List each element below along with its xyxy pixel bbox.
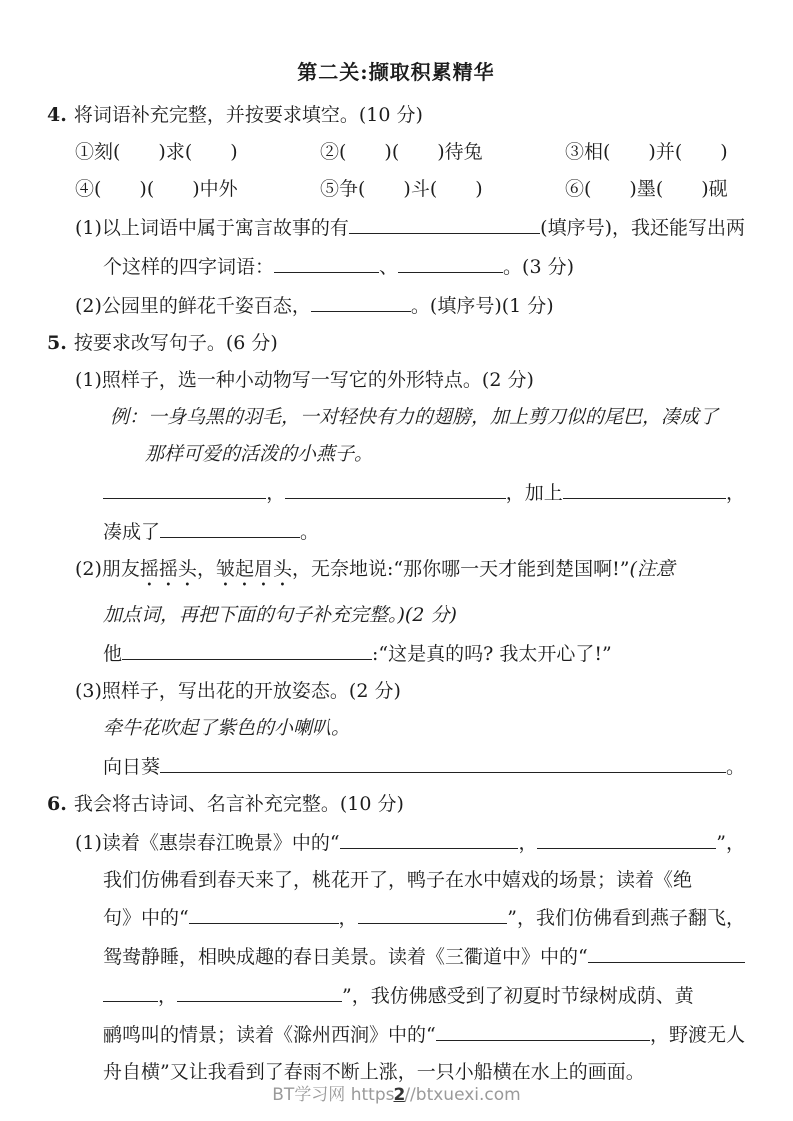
q5-sub2-answer-line	[47, 640, 745, 667]
q5-example-line-2	[47, 442, 745, 467]
q4-sub1-text: (1)以上词语中属于寓言故事的有	[75, 216, 349, 239]
blank-line	[537, 829, 716, 849]
blank-line	[189, 905, 339, 925]
period: 。	[725, 755, 745, 778]
blank-line	[349, 214, 540, 234]
question-6-line-1	[47, 829, 745, 856]
q5-sub3-answer-line	[47, 753, 745, 780]
blank-line	[103, 479, 266, 499]
question-6-line-5	[47, 982, 745, 1009]
blank-line	[103, 982, 158, 1002]
word-item-4: ④( )( )中外	[75, 178, 238, 200]
q6-line7-text: 舟自横”又让我看到了春雨不断上涨，一只小船横在水上的画面。	[103, 1061, 645, 1084]
emphasized-word-2: 皱起眉头	[215, 557, 292, 580]
question-6-line-2	[47, 868, 745, 893]
blank-line	[285, 479, 505, 499]
word-item-6: ⑥( )墨( )砚	[565, 178, 728, 200]
comma: ，	[158, 985, 178, 1008]
question-5-sub-3-heading	[47, 679, 745, 704]
q5-sub3-example-text: 牵牛花吹起了紫色的小喇叭。	[103, 716, 351, 739]
enum-comma: 、	[379, 255, 399, 278]
q5-sub2-answer-quote: :“这是真的吗? 我太开心了!”	[372, 642, 612, 665]
blank-line	[436, 1021, 650, 1041]
blank-line	[358, 905, 508, 925]
blank-line	[588, 943, 745, 963]
question-6-line-6	[47, 1021, 745, 1048]
q4-sub2-text: (2)公园里的鲜花千姿百态，	[75, 294, 311, 317]
page-number: 2	[393, 1085, 406, 1105]
blank-line	[311, 292, 411, 312]
emphasized-word-1: 摇摇头	[139, 557, 197, 580]
question-4-heading	[47, 103, 745, 128]
q4-sub1-cont-text: 个这样的四字词语：	[103, 255, 275, 278]
q5-sub2-note-end: 加点词，再把下面的句子补充完整。)(2 分)	[103, 603, 457, 626]
jiashang-text: ，加上	[505, 481, 563, 504]
question-5-title: 按要求改写句子。(6 分)	[73, 331, 278, 354]
blank-line	[160, 518, 300, 538]
q6-line6-pre: 鹂鸣叫的情景；读着《滁州西涧》中的“	[103, 1024, 436, 1047]
q6-line5-end: ”，我仿佛感受到了初夏时节绿树成荫、黄	[342, 985, 694, 1008]
q6-line3-pre: 句》中的“	[103, 907, 189, 930]
word-item-3: ③相( )并( )	[565, 141, 728, 163]
question-4-word-row-1	[47, 140, 745, 165]
comma: ，	[518, 831, 538, 854]
question-5-heading	[47, 331, 745, 356]
question-6-line-4	[47, 943, 745, 970]
q6-line1-end: ”，	[716, 831, 745, 854]
question-5-number: 5.	[47, 331, 67, 354]
q5-example-line-1	[47, 405, 745, 430]
section-header: 第二关:撷取积累精华	[297, 60, 495, 84]
q5-example-text-1: 例：一身乌黑的羽毛，一对轻快有力的翅膀，加上剪刀似的尾巴，凑成了	[110, 405, 719, 428]
comma: ，	[196, 557, 216, 580]
q5-answer-blanks-line-2	[47, 518, 745, 545]
question-4-sub-1-line-1	[47, 214, 745, 241]
blank-line	[177, 982, 342, 1002]
q4-sub2-score: 。(填序号)(1 分)	[410, 294, 554, 317]
q6-line4-text: 鸳鸯静睡，相映成趣的春日美景。读着《三衢道中》中的“	[103, 946, 588, 969]
question-4-word-row-2	[47, 177, 745, 202]
comma: ，	[266, 481, 286, 504]
blank-line	[160, 753, 726, 773]
footer-site-suffix: //btxuexi.com	[404, 1085, 521, 1105]
comma: ，	[338, 907, 358, 930]
question-6-line-3	[47, 905, 745, 932]
period: 。	[300, 520, 320, 543]
word-item-5: ⑤争( )斗( )	[320, 178, 483, 200]
question-6-number: 6.	[47, 792, 67, 815]
word-item-2: ②( )( )待兔	[320, 141, 483, 163]
q5-answer-blanks-line-1	[47, 479, 745, 506]
question-6-heading	[47, 792, 745, 817]
question-6-title: 我会将古诗词、名言补充完整。(10 分)	[73, 792, 404, 815]
q5-sub2-pre: (2)朋友	[75, 557, 140, 580]
blank-line	[122, 640, 372, 660]
q6-line3-end: ”，我们仿佛看到燕子翻飞，	[507, 907, 746, 930]
xiangrikui-text: 向日葵	[103, 755, 161, 778]
question-4-title: 将词语补充完整，并按要求填空。(10 分)	[73, 104, 423, 126]
word-item-1: ①刻( )求( )	[75, 141, 238, 163]
coucheng-text: 凑成了	[103, 520, 161, 543]
question-5-sub-1-heading	[47, 368, 745, 393]
question-5-sub-2-line-2	[47, 603, 745, 628]
q6-line2-text: 我们仿佛看到春天来了，桃花开了，鸭子在水中嬉戏的场景；读着《绝	[103, 868, 693, 891]
q5-sub3-example-line	[47, 716, 745, 741]
question-4-sub-1-line-2	[47, 253, 745, 280]
q5-sub1-text: (1)照样子，选一种小动物写一写它的外形特点。(2 分)	[75, 368, 534, 391]
q6-line6-end: ，野渡无人	[649, 1024, 745, 1047]
q5-sub2-quote: ，无奈地说:“那你哪一天才能到楚国啊!”	[291, 557, 630, 580]
q6-line1-pre: (1)读着《惠崇春江晚景》中的“	[75, 831, 340, 854]
he-text: 他	[103, 642, 123, 665]
question-4-number: 4.	[47, 104, 67, 126]
q5-sub3-text: (3)照样子，写出花的开放姿态。(2 分)	[75, 679, 401, 702]
blank-line	[274, 253, 379, 273]
blank-line	[340, 829, 519, 849]
question-5-sub-2-line-1	[47, 557, 745, 591]
q4-sub1-score: 。(3 分)	[503, 255, 574, 278]
blank-line	[398, 253, 503, 273]
q5-sub2-note-start: (注意	[629, 557, 675, 580]
footer-link[interactable]	[272, 1085, 520, 1105]
q4-sub1-note: (填序号)，我还能写出两	[540, 216, 745, 239]
question-4-sub-2	[47, 292, 745, 319]
footer-site-prefix: BT学习网 https	[272, 1085, 395, 1105]
footer-watermark	[0, 1080, 793, 1105]
comma: ，	[725, 481, 745, 504]
blank-line	[563, 479, 726, 499]
q5-example-text-2: 那样可爱的活泼的小燕子。	[145, 442, 374, 465]
